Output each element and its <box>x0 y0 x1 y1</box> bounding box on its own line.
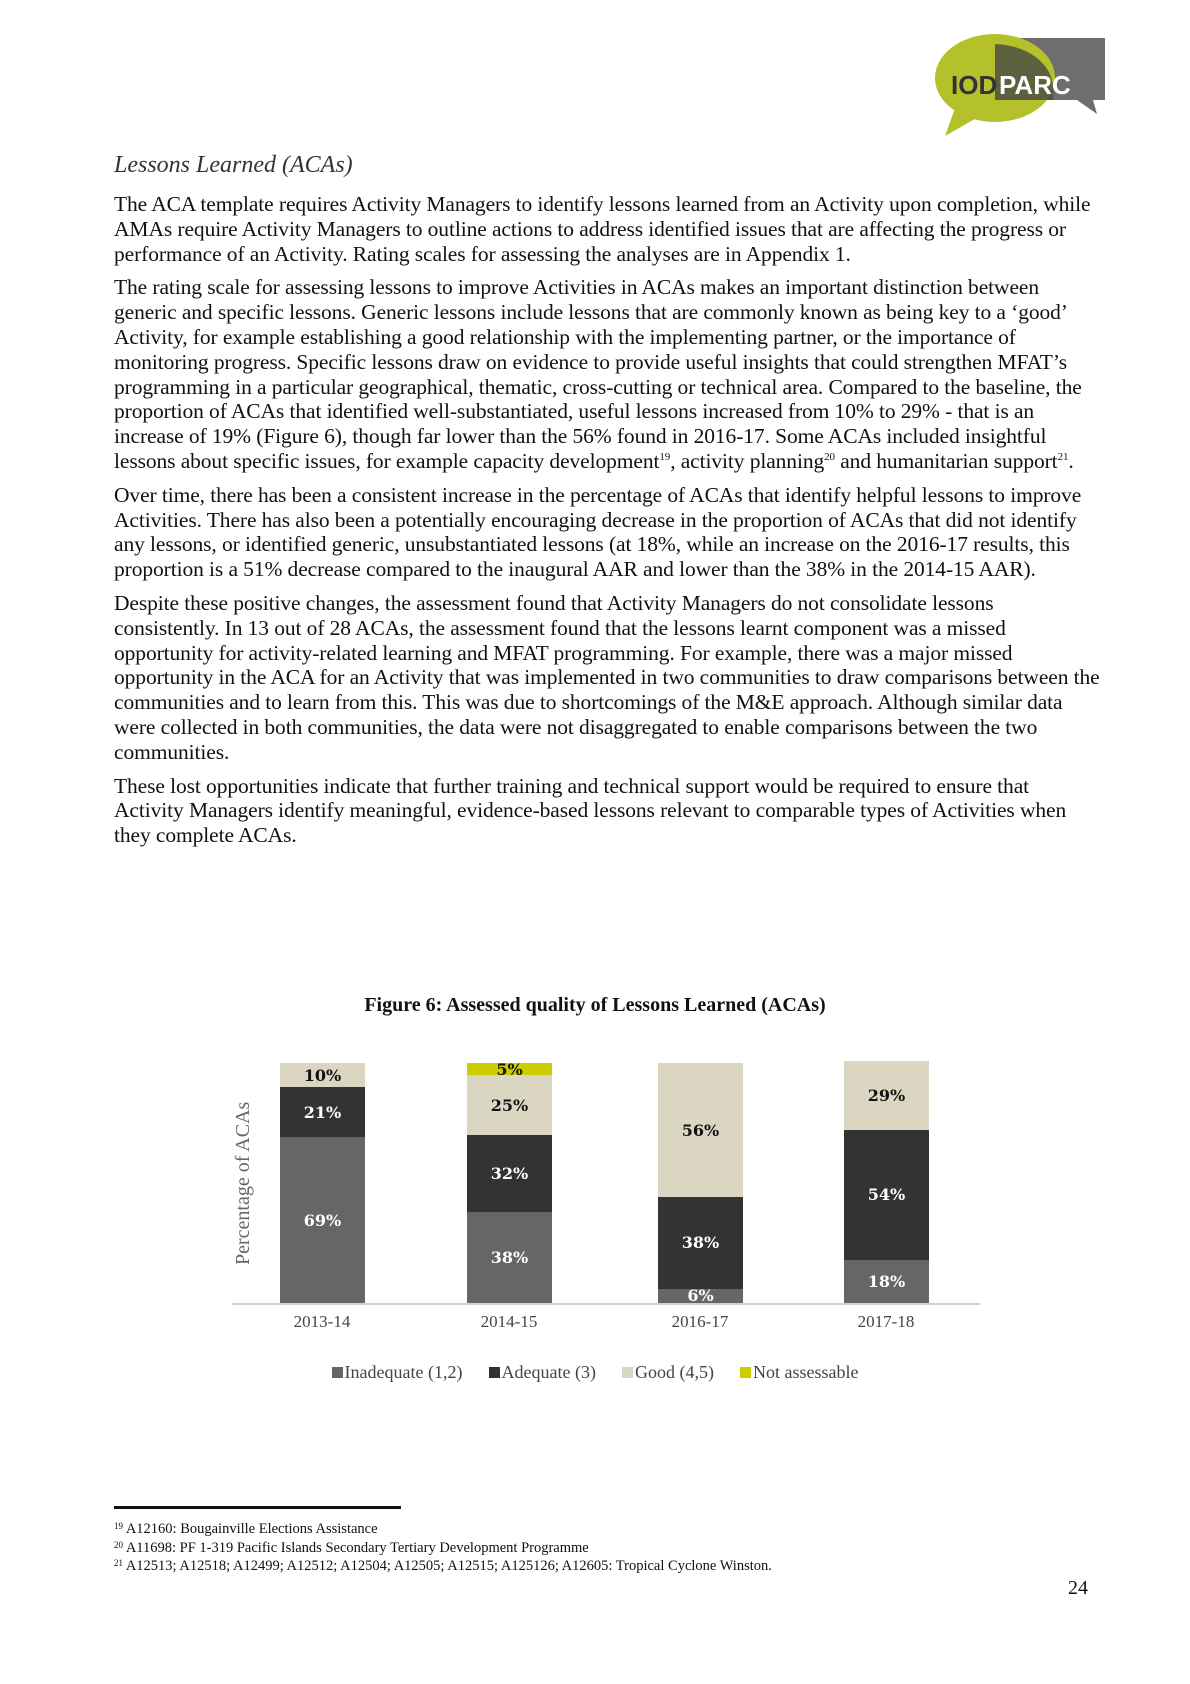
x-tick-label: 2016-17 <box>671 1312 729 1331</box>
page-number: 24 <box>1068 1577 1088 1599</box>
legend-item-not-assessable: Not assessable <box>740 1362 858 1383</box>
y-axis-label: Percentage of ACAs <box>232 1101 254 1265</box>
paragraph-4: Despite these positive changes, the assessment found that Activity Managers do not consolidate lessons consistently. In 13 out of 28 ACAs, the assessment found that the lessons learnt component was a missed opportunity for activity-related learning and MFAT programming. For example, there was a major missed opportunity in the ACA for an Activity that was implemented in two communities to draw comparisons between the communities and to learn from this. This was due to shortcomings of the M&E approach. Although similar data were collected in both communities, the data were not disaggregated to enable comparisons between the two communities. <box>114 590 1100 764</box>
footnote-19: $^{19}$ A12160: Bougainville Elections Assistance <box>114 1521 378 1537</box>
bar-segment-inad: 18% <box>844 1260 929 1303</box>
bar-segment-adeq: 21% <box>280 1087 365 1137</box>
bar-segment-na: 5% <box>467 1063 552 1075</box>
footnote-ref-20[interactable]: 20 <box>824 450 835 463</box>
paragraph-2: The rating scale for assessing lessons to improve Activities in ACAs makes an important distinction between generic and specific lessons. Generic lessons include lessons that are commonly known as being key to a ‘good’ Activity, for example establishing a good relationship with the implementing partner, or the importance of monitoring progress. Specific lessons draw on evidence to provide useful insights that could strengthen MFAT’s programming in a particular geographical, thematic, cross-cutting or technical area. Compared to the baseline, the proportion of ACAs that identified well-substantiated, useful lessons increased from 10% to 29% - that is an increase of 19% (Figure 6), though far lower than the 56% found in 2016-17. Some ACAs included insightful lessons about specific issues, for example capacity development$^{19}$, activity planning$^{20}$ and humanitarian support$^{21}$. <box>114 275 1082 473</box>
logo-parc-text: PARC <box>999 70 1071 100</box>
bar-2017-18 <box>844 1061 929 1303</box>
footnote-ref-19[interactable]: 19 <box>659 450 671 463</box>
legend-item-good: Good (4,5) <box>622 1362 714 1383</box>
legend-swatch-icon <box>740 1367 751 1378</box>
footnote-21: $^{21}$ A12513; A12518; A12499; A12512; A12504; A12505; A12515; A125126; A12605: Tropical Cyclone Winston. <box>114 1558 772 1574</box>
footnotes <box>114 1520 772 1576</box>
bar-segment-good: 29% <box>844 1061 929 1131</box>
chart-legend <box>0 1362 1190 1383</box>
x-tick-label: 2013-14 <box>293 1312 351 1331</box>
footnote-20: $^{20}$ A11698: PF 1-319 Pacific Islands Secondary Tertiary Development Programme <box>114 1539 589 1556</box>
iodparc-logo <box>925 28 1105 140</box>
bar-segment-adeq: 32% <box>467 1135 552 1212</box>
legend-item-adequate: Adequate (3) <box>489 1362 596 1383</box>
legend-swatch-icon <box>332 1367 343 1378</box>
logo-iod-text: IOD <box>951 70 998 100</box>
bar-segment-adeq: 54% <box>844 1130 929 1260</box>
bar-segment-inad: 69% <box>280 1137 365 1303</box>
figure-title: Figure 6: Assessed quality of Lessons Learned (ACAs) <box>364 994 826 1016</box>
footnote-separator <box>114 1506 401 1509</box>
bar-segment-adeq: 38% <box>658 1197 743 1288</box>
footnote-ref-21[interactable]: 21 <box>1057 450 1069 463</box>
bar-2016-17 <box>658 1063 743 1303</box>
bar-segment-good: 56% <box>658 1063 743 1197</box>
bar-segment-good: 25% <box>467 1075 552 1135</box>
legend-swatch-icon <box>489 1367 500 1378</box>
bar-segment-good: 10% <box>280 1063 365 1087</box>
legend-item-inadequate: Inadequate (1,2) <box>332 1362 463 1383</box>
bar-segment-inad: 6% <box>658 1289 743 1303</box>
x-axis-line <box>232 1303 980 1305</box>
bar-2013-14 <box>280 1063 365 1303</box>
bar-segment-inad: 38% <box>467 1212 552 1303</box>
paragraph-1: The ACA template requires Activity Managers to identify lessons learned from an Activity upon completion, while AMAs require Activity Managers to outline actions to address identified issues that are affecting the progress or performance of an Activity. Rating scales for assessing the analyses are in Appendix 1. <box>114 192 1091 266</box>
body-text <box>114 192 1100 857</box>
x-tick-label: 2017-18 <box>857 1312 915 1331</box>
bar-2014-15 <box>467 1063 552 1303</box>
section-heading: Lessons Learned (ACAs) <box>114 152 353 178</box>
paragraph-5: These lost opportunities indicate that further training and technical support would be required to ensure that Activity Managers identify meaningful, evidence-based lessons relevant to comparable types of Activities when they complete ACAs. <box>114 773 1067 848</box>
x-tick-label: 2014-15 <box>480 1312 538 1331</box>
paragraph-3: Over time, there has been a consistent increase in the percentage of ACAs that identify helpful lessons to improve Activities. There has also been a potentially encouraging decrease in the proportion of ACAs that did not identify any lessons, or identified generic, unsubstantiated lessons (at 18%, while an increase on the 2016-17 results, this proportion is a 51% decrease compared to the inaugural AAR and lower than the 38% in the 2014-15 AAR). <box>114 482 1082 582</box>
legend-swatch-icon <box>622 1367 633 1378</box>
